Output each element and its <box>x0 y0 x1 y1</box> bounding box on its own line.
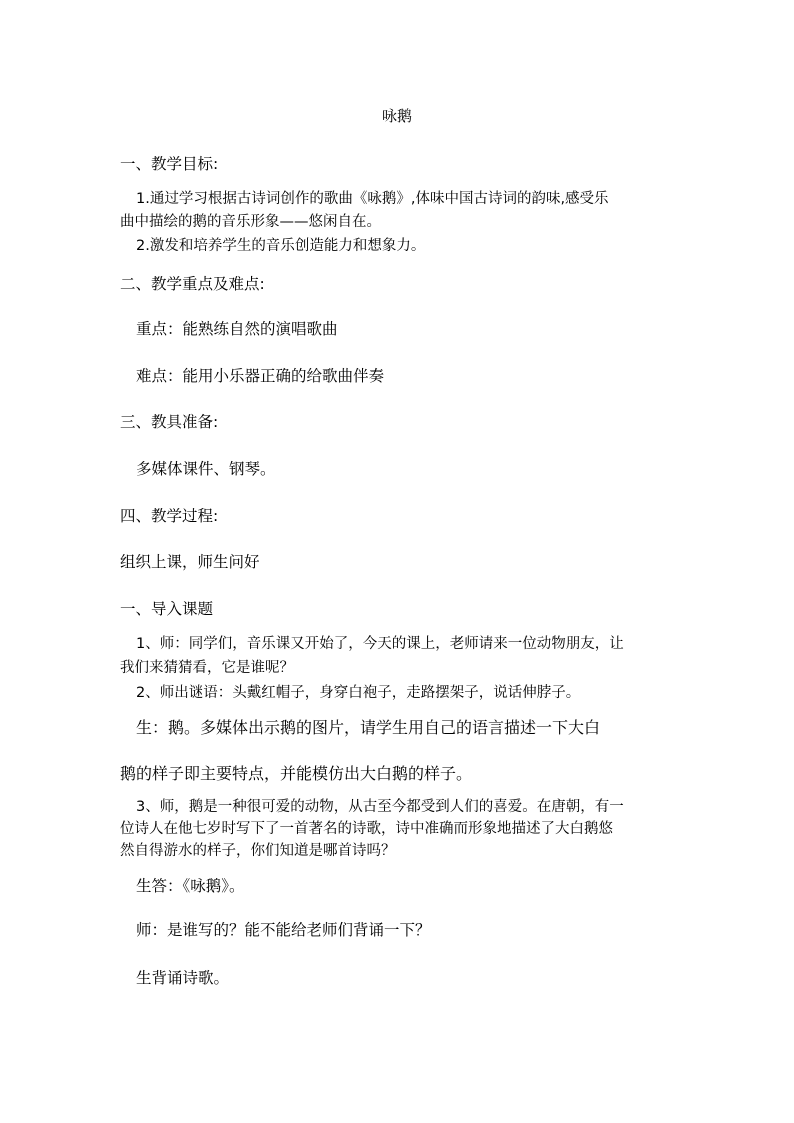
paragraph-1-line-1: 1、师：同学们，音乐课又开始了，今天的课上，老师请来一位动物朋友，让 <box>136 636 624 652</box>
difficulty: 难点：能用小乐器正确的给歌曲伴奏 <box>136 367 385 385</box>
section-heading-tools: 三、教具准备: <box>120 413 219 431</box>
intro-heading: 一、导入课题 <box>120 600 214 618</box>
section-heading-process: 四、教学过程: <box>120 507 219 525</box>
paragraph-4-line-2: 位诗人在他七岁时写下了一首著名的诗歌，诗中准确而形象地描述了大白鹅悠 <box>120 821 613 837</box>
paragraph-3-line-2: 鹅的样子即主要特点，并能模仿出大白鹅的样子。 <box>120 764 473 783</box>
paragraph-5: 生答：《咏鹅》。 <box>136 877 245 895</box>
paragraph-2: 2、师出谜语：头戴红帽子，身穿白袍子，走路摆架子，说话伸脖子。 <box>136 685 581 701</box>
goal-2: 2.激发和培养学生的音乐创造能力和想象力。 <box>136 238 426 254</box>
goal-1-line-1: 1.通过学习根据古诗词创作的歌曲《咏鹅》,体味中国古诗词的韵味,感受乐 <box>136 191 609 207</box>
section-heading-key-points: 二、教学重点及难点: <box>120 275 265 293</box>
paragraph-7: 生背诵诗歌。 <box>136 969 230 987</box>
paragraph-3-line-1: 生：鹅。多媒体出示鹅的图片，请学生用自己的语言描述一下大白 <box>136 718 601 737</box>
paragraph-4-line-3: 然自得游水的样子，你们知道是哪首诗吗？ <box>120 843 396 859</box>
doc-title: 咏鹅 <box>381 107 412 125</box>
key-point: 重点：能熟练自然的演唱歌曲 <box>136 320 338 338</box>
tools: 多媒体课件、钢琴。 <box>136 460 276 478</box>
paragraph-6: 师：是谁写的？能不能给老师们背诵一下？ <box>136 921 431 939</box>
section-heading-goals: 一、教学目标: <box>120 155 219 173</box>
goal-1-line-2: 曲中描绘的鹅的音乐形象——悠闲自在。 <box>120 214 381 230</box>
paragraph-1-line-2: 我们来猜猜看，它是谁呢？ <box>120 660 294 676</box>
paragraph-4-line-1: 3、师，鹅是一种很可爱的动物，从古至今都受到人们的喜爱。在唐朝，有一 <box>136 799 624 815</box>
organize-class: 组织上课，师生问好 <box>120 553 260 571</box>
